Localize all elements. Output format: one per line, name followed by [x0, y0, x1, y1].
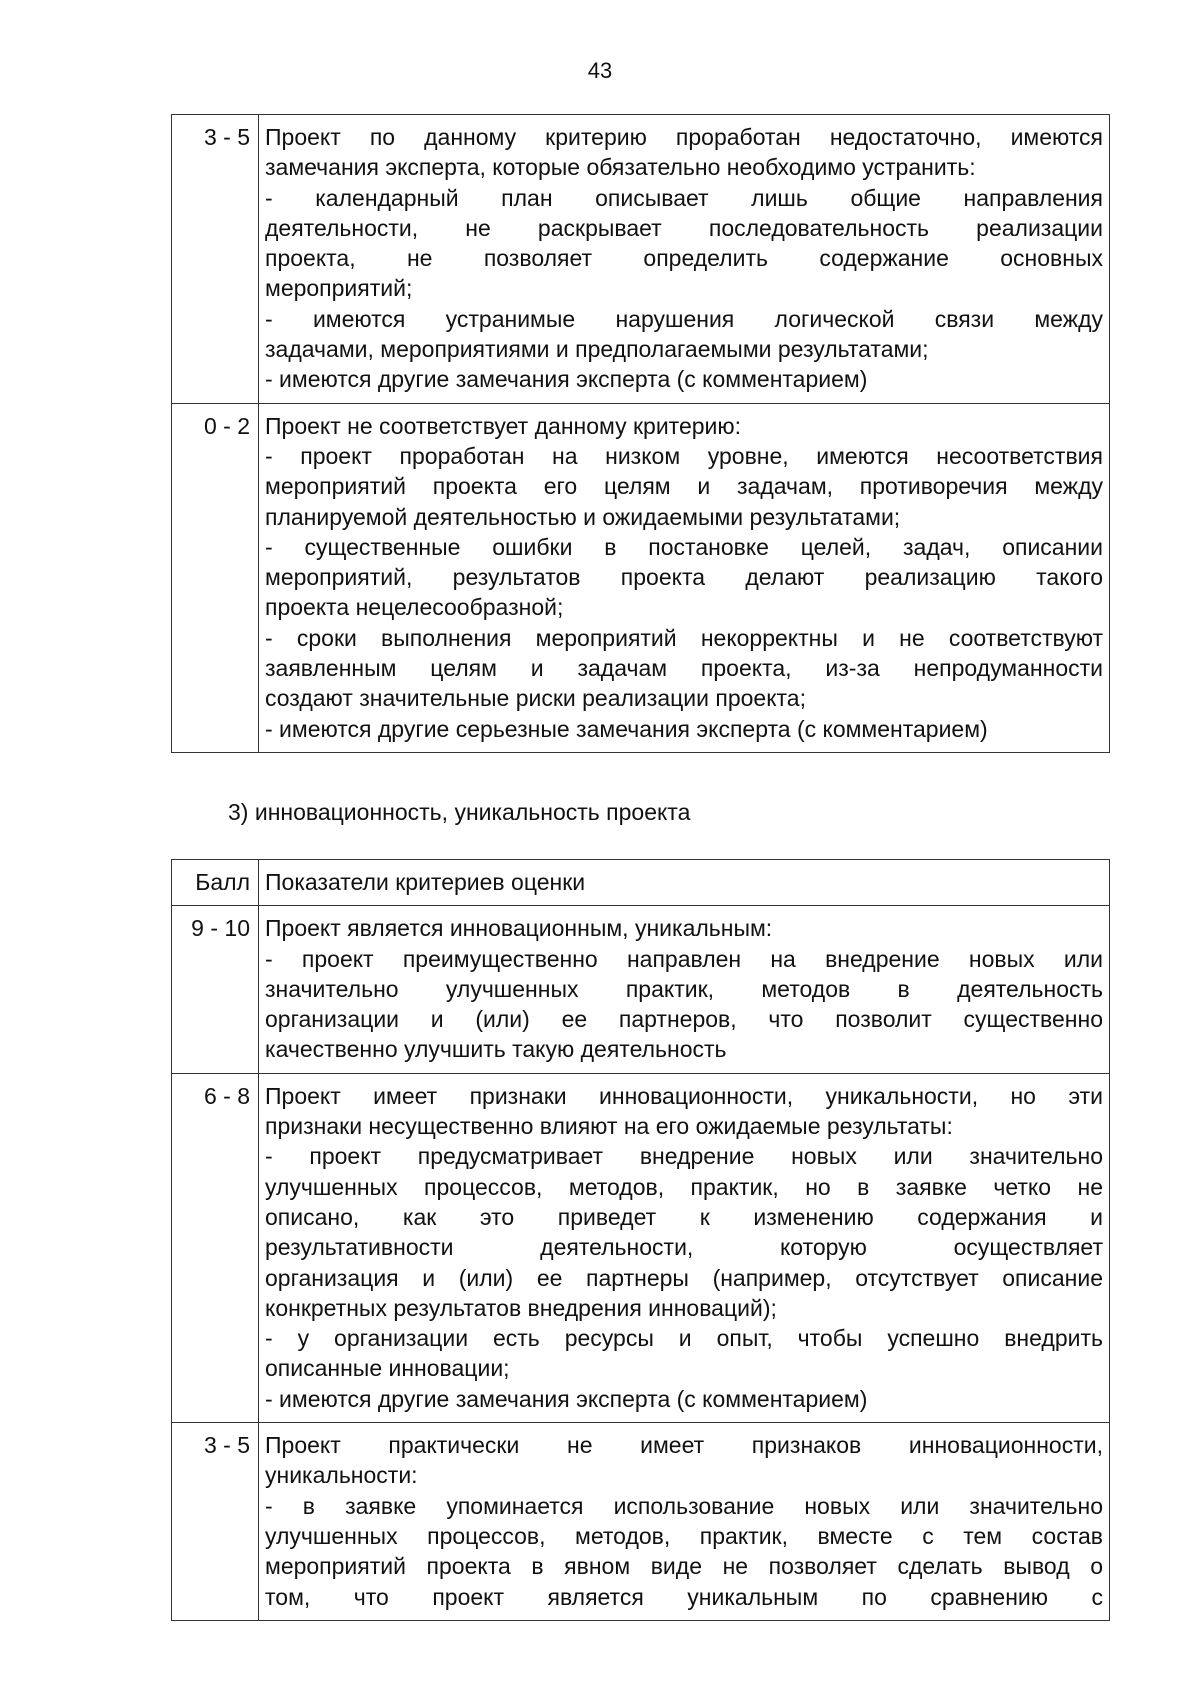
text-line: проекта, не позволяет определить содержание основных — [265, 245, 1103, 272]
text-line: признаки несущественно влияют на его ожидаемые результаты: — [265, 1113, 953, 1140]
text-line: конкретных результатов внедрения инноваций); — [265, 1294, 777, 1321]
text-line: Проект по данному критерию проработан недостаточно, имеются — [265, 124, 1103, 150]
text-line: улучшенных процессов, методов, практик, вместе с тем состав — [265, 1522, 1103, 1549]
text-line: - сроки выполнения мероприятий некорректны и не соответствуют — [265, 624, 1103, 651]
text-line: - календарный план описывает лишь общие направления — [265, 184, 1103, 211]
table-row — [172, 1423, 1110, 1621]
criteria-table-continued — [171, 114, 1110, 753]
indicator-cell — [259, 403, 1110, 752]
indicator-cell — [259, 115, 1110, 404]
text-line: задачами, мероприятиями и предполагаемыми результатами; — [265, 336, 929, 363]
score-cell: 9 - 10 — [172, 906, 259, 1073]
text-line: деятельности, не раскрывает последовательность реализации — [265, 214, 1103, 241]
text-line: проекта нецелесообразной; — [265, 594, 564, 621]
text-line: мероприятий; — [265, 275, 413, 302]
score-header: Балл — [172, 860, 259, 906]
text-line: - проект предусматривает внедрение новых или значительно — [265, 1143, 1103, 1170]
text-line: - имеются другие замечания эксперта (с комментарием) — [265, 1385, 868, 1412]
text-line: мероприятий проекта его целям и задачам, противоречия между — [265, 473, 1103, 500]
text-line: создают значительные риски реализации проекта; — [265, 685, 806, 712]
indicator-cell — [259, 906, 1110, 1073]
indicator-cell — [259, 1073, 1110, 1422]
text-line: - имеются устранимые нарушения логической связи между — [265, 305, 1103, 332]
section-heading: 3) инновационность, уникальность проекта — [228, 799, 691, 825]
score-cell: 0 - 2 — [172, 403, 259, 752]
text-line: описано, как это приведет к изменению содержания и — [265, 1203, 1103, 1230]
text-line: результативности деятельности, которую осуществляет — [265, 1234, 1103, 1261]
table-row — [172, 403, 1110, 752]
score-cell: 3 - 5 — [172, 115, 259, 404]
text-line: Проект не соответствует данному критерию: — [265, 412, 742, 439]
page-number: 43 — [587, 58, 613, 83]
text-line: - у организации есть ресурсы и опыт, чтобы успешно внедрить — [265, 1325, 1103, 1352]
text-line: описанные инновации; — [265, 1355, 510, 1382]
score-cell: 3 - 5 — [172, 1423, 259, 1621]
text-line: мероприятий проекта в явном виде не позволяет сделать вывод о — [265, 1553, 1103, 1580]
text-line: мероприятий, результатов проекта делают реализацию такого — [265, 564, 1103, 591]
score-cell: 6 - 8 — [172, 1073, 259, 1422]
table-header-row — [172, 860, 1110, 906]
text-line: Проект имеет признаки инновационности, уникальности, но эти — [265, 1082, 1103, 1109]
text-line: том, что проект является уникальным по сравнению с — [265, 1583, 1103, 1610]
indicator-cell — [259, 1423, 1110, 1621]
text-line: качественно улучшить такую деятельность — [265, 1036, 727, 1063]
text-line: заявленным целям и задачам проекта, из-за непродуманности — [265, 655, 1103, 682]
text-line: организации и (или) ее партнеров, что позволит существенно — [265, 1006, 1103, 1033]
text-line: - существенные ошибки в постановке целей, задач, описании — [265, 533, 1103, 560]
table-row — [172, 906, 1110, 1073]
text-line: планируемой деятельностью и ожидаемыми результатами; — [265, 503, 901, 530]
indicators-header: Показатели критериев оценки — [259, 860, 1110, 906]
text-line: - в заявке упоминается использование новых или значительно — [265, 1492, 1103, 1519]
table-row — [172, 1073, 1110, 1422]
text-line: - проект проработан на низком уровне, имеются несоответствия — [265, 442, 1103, 469]
text-line: Проект является инновационным, уникальным: — [265, 915, 773, 942]
text-line: - имеются другие замечания эксперта (с комментарием) — [265, 366, 868, 393]
text-line: уникальности: — [265, 1462, 418, 1489]
text-line: - имеются другие серьезные замечания эксперта (с комментарием) — [265, 715, 988, 742]
text-line: улучшенных процессов, методов, практик, но в заявке четко не — [265, 1173, 1103, 1200]
text-line: замечания эксперта, которые обязательно необходимо устранить: — [265, 154, 976, 181]
innovation-criteria-table — [171, 859, 1110, 1621]
text-line: организация и (или) ее партнеры (например, отсутствует описание — [265, 1264, 1103, 1291]
table-row — [172, 115, 1110, 404]
text-line: Проект практически не имеет признаков инновационности, — [265, 1432, 1103, 1459]
text-line: - проект преимущественно направлен на внедрение новых или — [265, 945, 1103, 972]
text-line: значительно улучшенных практик, методов в деятельность — [265, 975, 1103, 1002]
